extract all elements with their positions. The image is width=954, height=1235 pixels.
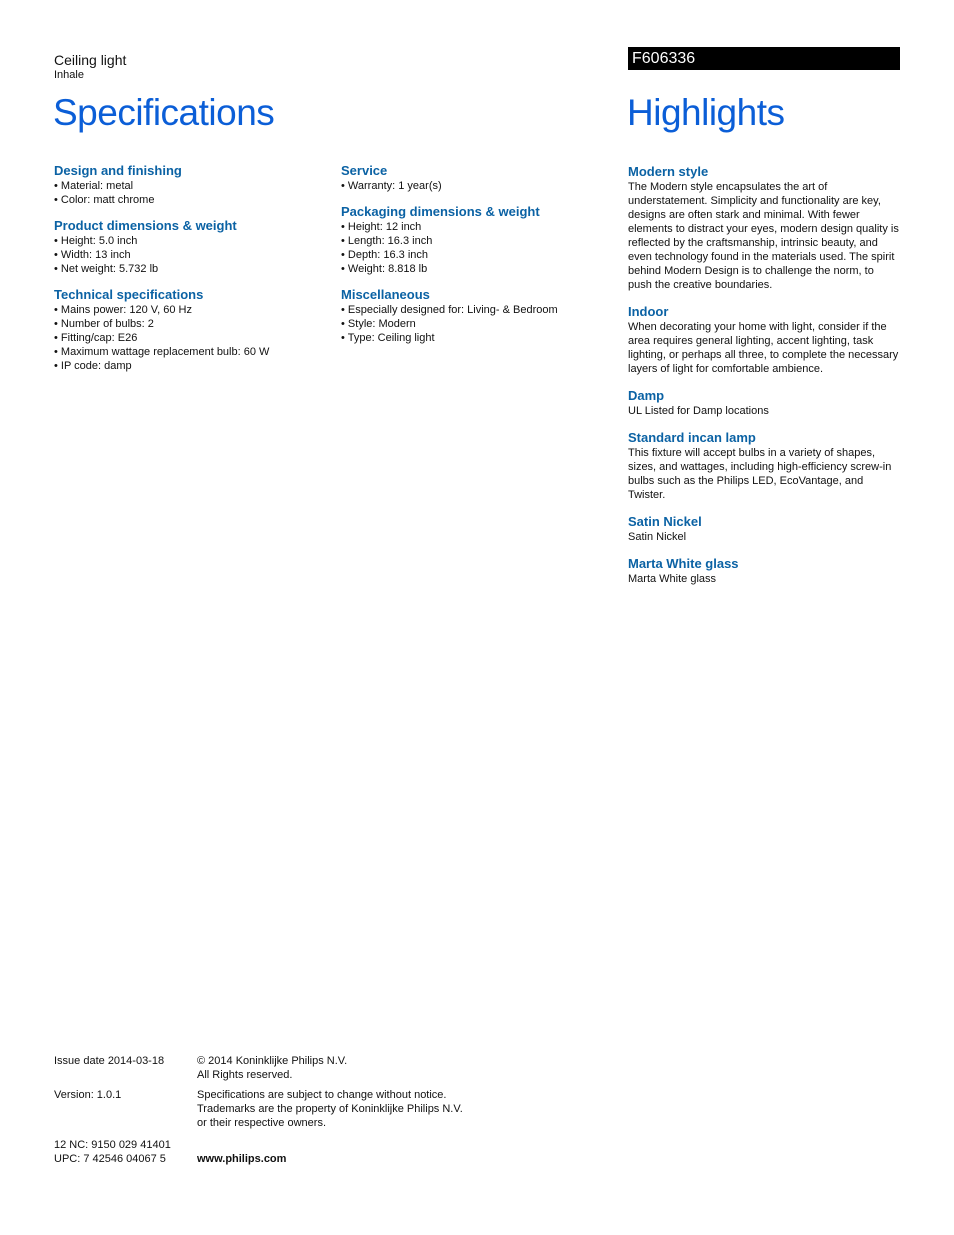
spec-item: • IP code: damp bbox=[54, 359, 324, 373]
spec-heading: Miscellaneous bbox=[341, 287, 430, 302]
spec-item: • Depth: 16.3 inch bbox=[341, 248, 611, 262]
spec-item: • Warranty: 1 year(s) bbox=[341, 179, 611, 193]
spec-item: • Maximum wattage replacement bulb: 60 W bbox=[54, 345, 324, 359]
highlight-text: This fixture will accept bulbs in a variety of shapes, sizes, and wattages, including high-efficiency screw-in bulbs such as the Philips LED, EcoVantage, and Twister. bbox=[628, 447, 892, 501]
spec-item: • Color: matt chrome bbox=[54, 193, 324, 207]
rights-line: All Rights reserved. bbox=[197, 1069, 293, 1081]
specs-column-1 bbox=[54, 163, 324, 384]
spec-item: • Especially designed for: Living- & Bedroom bbox=[341, 303, 611, 317]
copyright-line: © 2014 Koninklijke Philips N.V. bbox=[197, 1055, 348, 1067]
upc-code: UPC: 7 42546 04067 5 bbox=[54, 1153, 166, 1165]
spec-section-packaging bbox=[341, 204, 611, 276]
specifications-title: Specifications bbox=[53, 92, 275, 133]
spec-item: • Weight: 8.818 lb bbox=[341, 262, 611, 276]
spec-heading: Technical specifications bbox=[54, 287, 204, 302]
highlight-text: Marta White glass bbox=[628, 573, 717, 585]
spec-section-design bbox=[54, 163, 324, 207]
highlight-standard-incan-lamp bbox=[628, 430, 900, 502]
spec-item: • Length: 16.3 inch bbox=[341, 234, 611, 248]
spec-heading: Product dimensions & weight bbox=[54, 218, 237, 233]
spec-item: • Style: Modern bbox=[341, 317, 611, 331]
highlight-text: The Modern style encapsulates the art of understatement. Simplicity and functionality are key, designs are often stark and minimal. With fewer elements to distract your eyes, modern design quality is reflected by the craftsmanship, intrinsic beauty, and even technology found in the materials used. The spirit behind Modern Design is to challenge the norm, to push the creative boundaries. bbox=[628, 181, 899, 291]
product-code-bar: F606336 bbox=[628, 47, 900, 70]
website-link[interactable]: www.philips.com bbox=[197, 1153, 287, 1165]
highlight-heading: Marta White glass bbox=[628, 556, 739, 571]
spec-item: • Width: 13 inch bbox=[54, 248, 324, 262]
highlights-title: Highlights bbox=[627, 92, 785, 133]
spec-item: • Number of bulbs: 2 bbox=[54, 317, 324, 331]
spec-section-technical bbox=[54, 287, 324, 373]
highlight-heading: Indoor bbox=[628, 304, 669, 319]
highlight-heading: Damp bbox=[628, 388, 665, 403]
notice-line: Trademarks are the property of Koninklijke Philips N.V. bbox=[197, 1103, 463, 1115]
product-name: Inhale bbox=[54, 69, 84, 81]
spec-item: • Height: 5.0 inch bbox=[54, 234, 324, 248]
highlight-satin-nickel bbox=[628, 514, 900, 544]
highlight-marta-white-glass bbox=[628, 556, 900, 586]
spec-section-product-dimensions bbox=[54, 218, 324, 276]
spec-item: • Net weight: 5.732 lb bbox=[54, 262, 324, 276]
spec-heading: Design and finishing bbox=[54, 163, 182, 178]
notice-line: Specifications are subject to change without notice. bbox=[197, 1089, 447, 1101]
version: Version: 1.0.1 bbox=[54, 1089, 122, 1101]
spec-heading: Service bbox=[341, 163, 388, 178]
spec-item: • Mains power: 120 V, 60 Hz bbox=[54, 303, 324, 317]
highlight-text: UL Listed for Damp locations bbox=[628, 405, 769, 417]
specs-column-2 bbox=[341, 163, 611, 356]
notice-line: or their respective owners. bbox=[197, 1117, 326, 1129]
nc-code: 12 NC: 9150 029 41401 bbox=[54, 1139, 171, 1151]
highlight-heading: Modern style bbox=[628, 164, 709, 179]
spec-item: • Fitting/cap: E26 bbox=[54, 331, 324, 345]
highlights-column bbox=[628, 164, 900, 598]
highlight-heading: Satin Nickel bbox=[628, 514, 702, 529]
spec-item: • Height: 12 inch bbox=[341, 220, 611, 234]
issue-date: Issue date 2014-03-18 bbox=[54, 1055, 165, 1067]
highlight-text: Satin Nickel bbox=[628, 531, 687, 543]
highlight-text: When decorating your home with light, consider if the area requires general lighting, accent lighting, task lighting, or perhaps all three, to complete the necessary layers of light for comfortable ambience. bbox=[628, 321, 899, 375]
highlight-modern-style bbox=[628, 164, 900, 292]
spec-heading: Packaging dimensions & weight bbox=[341, 204, 540, 219]
spec-item: • Material: metal bbox=[54, 179, 324, 193]
spec-section-service bbox=[341, 163, 611, 193]
highlight-indoor bbox=[628, 304, 900, 376]
spec-item: • Type: Ceiling light bbox=[341, 331, 611, 345]
highlight-heading: Standard incan lamp bbox=[628, 430, 756, 445]
product-type: Ceiling light bbox=[54, 52, 127, 68]
highlight-damp bbox=[628, 388, 900, 418]
spec-section-misc bbox=[341, 287, 611, 345]
